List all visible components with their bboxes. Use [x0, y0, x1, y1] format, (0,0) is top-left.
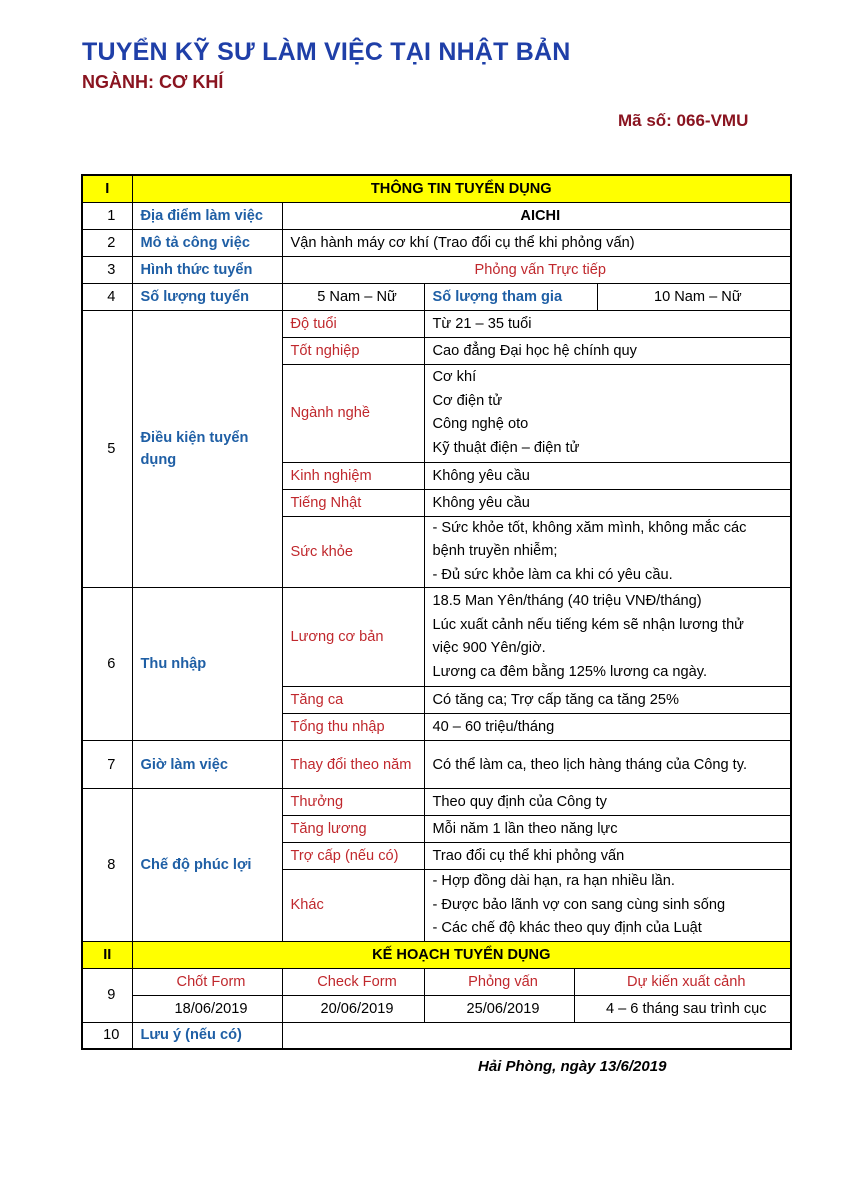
- list-item: - Hợp đồng dài hạn, ra hạn nhiều lần.: [432, 873, 675, 889]
- table-row: [82, 283, 791, 310]
- schedule-value: Có thể làm ca, theo lịch hàng tháng của Công ty.: [424, 741, 791, 789]
- page-title: TUYỂN KỸ SƯ LÀM VIỆC TẠI NHẬT BẢN: [82, 38, 571, 66]
- list-item: Kỹ thuật điện – điện tử: [432, 439, 580, 456]
- table-row: [82, 256, 791, 283]
- raise-value: Mỗi năm 1 lần theo năng lực: [424, 816, 791, 843]
- table-row: [82, 741, 791, 789]
- section-number: II: [82, 941, 132, 968]
- row-label: Chế độ phúc lợi: [132, 789, 282, 942]
- major-list: [424, 364, 791, 462]
- row-number: 10: [82, 1022, 132, 1049]
- raise-label: Tăng lương: [282, 816, 424, 843]
- list-item: - Các chế độ khác theo quy định của Luật: [432, 920, 702, 936]
- allowance-label: Trợ cấp (nếu có): [282, 843, 424, 870]
- row-number: 5: [82, 310, 132, 588]
- japanese-label: Tiếng Nhật: [282, 489, 424, 516]
- list-item: việc 900 Yên/giờ.: [432, 640, 546, 656]
- base-salary-value: [424, 588, 791, 687]
- list-item: 18.5 Man Yên/tháng (40 triệu VNĐ/tháng): [432, 593, 702, 609]
- participant-value: 10 Nam – Nữ: [597, 283, 791, 310]
- plan-value: 25/06/2019: [424, 995, 574, 1022]
- job-code: Mã số: 066-VMU: [618, 111, 749, 130]
- list-item: - Đủ sức khỏe làm ca khi có yêu cầu.: [432, 566, 673, 583]
- health-label: Sức khỏe: [282, 516, 424, 588]
- list-item: Lúc xuất cảnh nếu tiếng kém sẽ nhận lương thử: [432, 616, 744, 633]
- base-salary-label: Lương cơ bản: [282, 588, 424, 687]
- allowance-value: Trao đổi cụ thể khi phỏng vấn: [424, 843, 791, 870]
- other-benefits-label: Khác: [282, 870, 424, 942]
- total-income-label: Tổng thu nhập: [282, 714, 424, 741]
- place-date: Hải Phòng, ngày 13/6/2019: [478, 1058, 667, 1075]
- row-label: Thu nhập: [132, 588, 282, 741]
- plan-header: Chốt Form: [132, 968, 282, 995]
- total-income-value: 40 – 60 triệu/tháng: [424, 714, 791, 741]
- list-item: Công nghệ oto: [432, 416, 529, 432]
- quantity-value: 5 Nam – Nữ: [282, 283, 424, 310]
- plan-header: Check Form: [282, 968, 424, 995]
- row-number: 1: [82, 202, 132, 229]
- note-value: [282, 1022, 791, 1049]
- overtime-label: Tăng ca: [282, 687, 424, 714]
- row-number: 9: [82, 968, 132, 1022]
- row-number: 8: [82, 789, 132, 942]
- list-item: - Sức khỏe tốt, không xăm mình, không mắc các: [432, 519, 747, 536]
- row-label: Số lượng tuyển: [132, 283, 282, 310]
- row-number: 2: [82, 229, 132, 256]
- plan-header: Phỏng vấn: [424, 968, 574, 995]
- experience-label: Kinh nghiệm: [282, 462, 424, 489]
- recruit-form-value: Phỏng vấn Trực tiếp: [282, 256, 791, 283]
- list-item: Lương ca đêm bằng 125% lương ca ngày.: [432, 663, 708, 680]
- age-value: Từ 21 – 35 tuổi: [424, 310, 791, 337]
- row-label: Điều kiện tuyển dụng: [132, 310, 282, 588]
- plan-value: 20/06/2019: [282, 995, 424, 1022]
- page-subtitle: NGÀNH: CƠ KHÍ: [82, 72, 224, 92]
- table-row: [82, 789, 791, 816]
- row-number: 6: [82, 588, 132, 741]
- row-label: Lưu ý (nếu có): [132, 1022, 282, 1049]
- section-title: THÔNG TIN TUYỂN DỤNG: [132, 175, 791, 202]
- row-label: Mô tả công việc: [132, 229, 282, 256]
- health-value: [424, 516, 791, 588]
- bonus-label: Thưởng: [282, 789, 424, 816]
- table-row: [82, 202, 791, 229]
- row-label: Giờ làm việc: [132, 741, 282, 789]
- graduation-value: Cao đẳng Đại học hệ chính quy: [424, 337, 791, 364]
- row-label: Hình thức tuyển: [132, 256, 282, 283]
- row-number: 3: [82, 256, 132, 283]
- table-row: [82, 995, 791, 1022]
- japanese-value: Không yêu cầu: [424, 489, 791, 516]
- table-row: [82, 310, 791, 337]
- table-row: [82, 1022, 791, 1049]
- section-number: I: [82, 175, 132, 202]
- workplace-value: AICHI: [282, 202, 791, 229]
- table-row: [82, 588, 791, 687]
- table-row: [82, 229, 791, 256]
- bonus-value: Theo quy định của Công ty: [424, 789, 791, 816]
- overtime-value: Có tăng ca; Trợ cấp tăng ca tăng 25%: [424, 687, 791, 714]
- section-header-1: [82, 175, 791, 202]
- graduation-label: Tốt nghiệp: [282, 337, 424, 364]
- plan-header: Dự kiến xuất cảnh: [574, 968, 791, 995]
- plan-value: 4 – 6 tháng sau trình cục: [574, 995, 791, 1022]
- section-title: KẾ HOẠCH TUYỂN DỤNG: [132, 941, 791, 968]
- list-item: Cơ khí: [432, 369, 477, 385]
- plan-value: 18/06/2019: [132, 995, 282, 1022]
- major-label: Ngành nghề: [282, 364, 424, 462]
- row-number: 7: [82, 741, 132, 789]
- row-number: 4: [82, 283, 132, 310]
- list-item: - Được bảo lãnh vợ con sang cùng sinh sống: [432, 896, 726, 913]
- experience-value: Không yêu cầu: [424, 462, 791, 489]
- list-item: Cơ điện tử: [432, 392, 503, 409]
- job-description-value: Vận hành máy cơ khí (Trao đổi cụ thể khi phỏng vấn): [282, 229, 791, 256]
- list-item: bệnh truyền nhiễm;: [432, 543, 558, 559]
- schedule-label: Thay đổi theo năm: [282, 741, 424, 789]
- section-header-2: [82, 941, 791, 968]
- job-info-table: [81, 174, 792, 1050]
- other-benefits-value: [424, 870, 791, 942]
- table-row: [82, 968, 791, 995]
- row-label: Địa điểm làm việc: [132, 202, 282, 229]
- participant-label: Số lượng tham gia: [424, 283, 597, 310]
- age-label: Độ tuổi: [282, 310, 424, 337]
